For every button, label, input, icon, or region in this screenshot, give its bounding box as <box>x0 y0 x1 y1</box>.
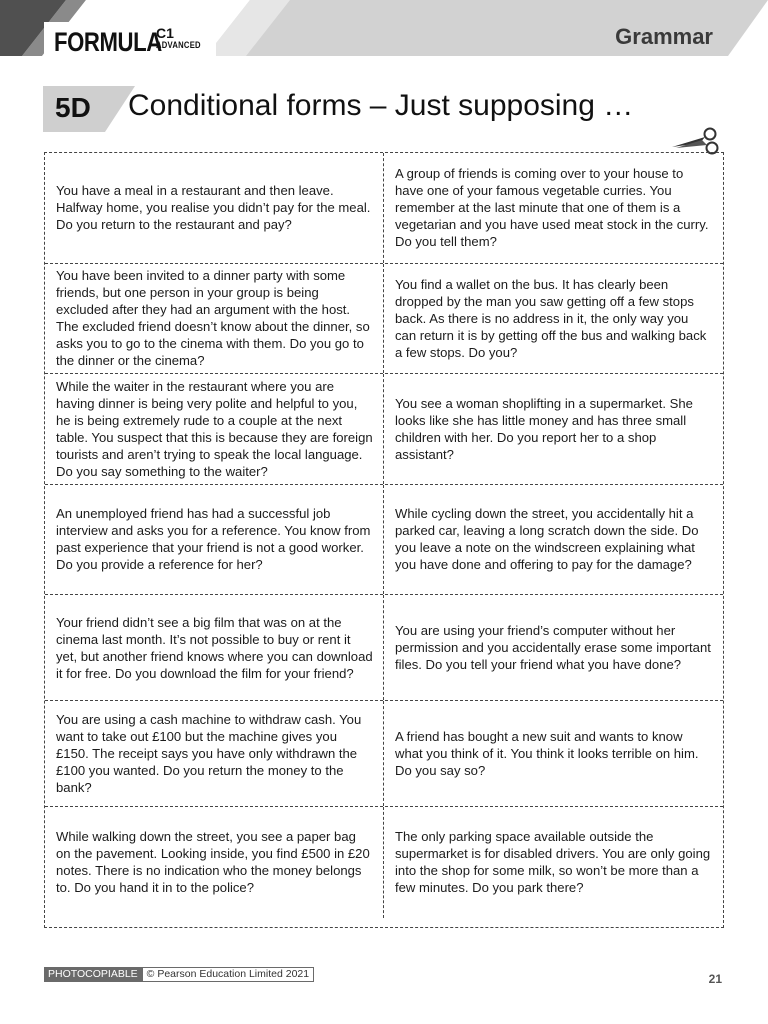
brand-logo <box>44 22 216 56</box>
card-row <box>45 264 723 375</box>
card-row <box>45 595 723 701</box>
footer <box>44 967 314 982</box>
section-label: Grammar <box>615 24 713 49</box>
photocopiable-label: PHOTOCOPIABLE <box>44 967 142 982</box>
card-row <box>45 701 723 807</box>
card-row <box>45 485 723 596</box>
card: A group of friends is coming over to your house to have one of your famous vegetable curries. You remember at the last minute that one of them is a vegetarian and you have used meat stock in the curry. Do you tell them? <box>395 166 709 250</box>
card: You are using a cash machine to withdraw cash. You want to take out £100 but the machine gives you £150. The receipt says you have only withdrawn the £100 you wanted. Do you return the money to the bank? <box>45 701 384 806</box>
card: While walking down the street, you see a paper bag on the pavement. Looking inside, you find £500 in £20 notes. There is no indication who the money belongs to. Do you hand it in to the police? <box>45 807 384 918</box>
brand-name: FORMULA <box>54 27 162 57</box>
level-name: ADVANCED <box>156 40 201 50</box>
card: You see a woman shoplifting in a supermarket. She looks like she has little money and has three small children with her. Do you report her to a shop assistant? <box>395 395 693 462</box>
card-row <box>45 374 723 485</box>
unit-tag <box>43 86 135 132</box>
card: You have a meal in a restaurant and then leave. Halfway home, you realise you didn’t pay for the meal. Do you return to the restaurant and pay? <box>45 153 384 263</box>
card: While the waiter in the restaurant where you are having dinner is being very polite and helpful to you, he is being extremely rude to a couple at the next table. You suspect that this is because they are foreign tourists and aren’t trying to speak the local language. Do you say something to the waiter? <box>45 374 384 484</box>
level-code: C1 <box>156 25 174 41</box>
card: You are using your friend’s computer without her permission and you accidentally erase some important files. Do you tell your friend what you have done? <box>395 623 711 672</box>
card-row <box>45 153 723 264</box>
brand-level <box>156 26 209 50</box>
card: A friend has bought a new suit and wants to know what you think of it. You think it looks terrible on him. Do you say so? <box>395 729 699 778</box>
card: The only parking space available outside the supermarket is for disabled drivers. You are only going into the shop for some milk, so won’t be more than a few minutes. Do you park there? <box>395 829 711 896</box>
page-number: 21 <box>708 972 722 986</box>
card: You find a wallet on the bus. It has clearly been dropped by the man you saw getting off a few stops back. As there is no address in it, the only way you can return it is by getting off the bus and walking back a few stops. Do you? <box>395 276 707 360</box>
copyright-notice: © Pearson Education Limited 2021 <box>142 967 314 982</box>
card: You have been invited to a dinner party with some friends, but one person in your group is being excluded after they had an argument with the host. The excluded friend doesn’t know about the dinner, so asks you to go to the cinema with them. Do you go to the dinner or the cinema? <box>45 264 384 374</box>
card: An unemployed friend has had a successful job interview and asks you for a reference. You know from past experience that your friend is not a good worker. Do you provide a reference for her? <box>45 485 384 595</box>
card-row <box>45 807 723 918</box>
card: While cycling down the street, you accidentally hit a parked car, leaving a long scratch down the side. Do you leave a note on the windscreen explaining what you have done and offering to pay for the damage? <box>395 506 699 573</box>
unit-code: 5D <box>55 92 91 123</box>
page-title: Conditional forms – Just supposing … <box>128 89 634 122</box>
card: Your friend didn’t see a big film that was on at the cinema last month. It’s not possible to buy or rent it yet, but another friend knows where you can download it for free. Do you download the film for your friend? <box>45 595 384 700</box>
card-grid <box>44 152 724 928</box>
